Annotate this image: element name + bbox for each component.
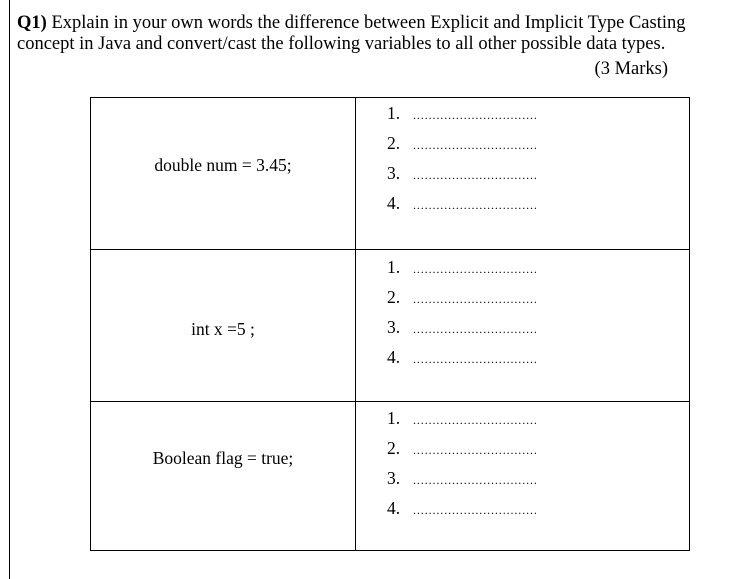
answer-list [356,98,689,223]
answer-blank[interactable]: ................................ [413,352,538,366]
answer-line[interactable] [356,438,689,468]
answer-blank[interactable]: ................................ [413,443,538,457]
answer-number: 4. [387,498,401,518]
question-text [17,13,717,55]
answer-number: 1. [387,408,401,428]
answer-blank[interactable]: ................................ [413,108,538,122]
answer-number: 4. [387,193,401,213]
answer-number: 2. [387,133,401,153]
answer-line[interactable] [356,317,689,347]
answer-number: 1. [387,257,401,277]
variable-declaration: Boolean flag = true; [152,448,294,468]
answer-number: 2. [387,287,401,307]
answer-number: 3. [387,317,401,337]
answers-cell [356,250,690,402]
answer-line[interactable] [356,408,689,438]
answer-line[interactable] [356,103,689,133]
answers-cell [356,402,690,551]
answer-list [356,250,689,377]
table-row [91,98,690,250]
variable-declaration: int x =5 ; [191,319,255,339]
answer-blank[interactable]: ................................ [413,138,538,152]
table-row [91,250,690,402]
answer-blank[interactable]: ................................ [413,413,538,427]
answer-line[interactable] [356,468,689,498]
answer-line[interactable] [356,287,689,317]
answer-number: 2. [387,438,401,458]
answer-line[interactable] [356,347,689,377]
variable-cell [91,98,356,250]
marks-label: (3 Marks) [594,59,668,79]
answer-line[interactable] [356,498,689,528]
answer-blank[interactable]: ................................ [413,473,538,487]
question-body: Explain in your own words the difference between Explicit and Implicit Type Casting concept in Java and convert/cast the following variables to all other possible data types. [17,13,686,54]
answer-number: 3. [387,468,401,488]
question-number: Q1) [17,13,47,33]
answer-line[interactable] [356,163,689,193]
answer-blank[interactable]: ................................ [413,198,538,212]
answer-blank[interactable]: ................................ [413,168,538,182]
answer-line[interactable] [356,193,689,223]
variable-cell [91,402,356,551]
answer-blank[interactable]: ................................ [413,262,538,276]
answer-blank[interactable]: ................................ [413,503,538,517]
answer-number: 3. [387,163,401,183]
answers-cell [356,98,690,250]
answer-blank[interactable]: ................................ [413,292,538,306]
variable-cell [91,250,356,402]
table-row [91,402,690,551]
left-margin-rule [9,0,10,579]
answer-list [356,402,689,528]
answer-number: 1. [387,103,401,123]
answer-line[interactable] [356,257,689,287]
casting-table [90,97,690,551]
answer-line[interactable] [356,133,689,163]
answer-number: 4. [387,347,401,367]
variable-declaration: double num = 3.45; [154,155,292,175]
answer-blank[interactable]: ................................ [413,322,538,336]
